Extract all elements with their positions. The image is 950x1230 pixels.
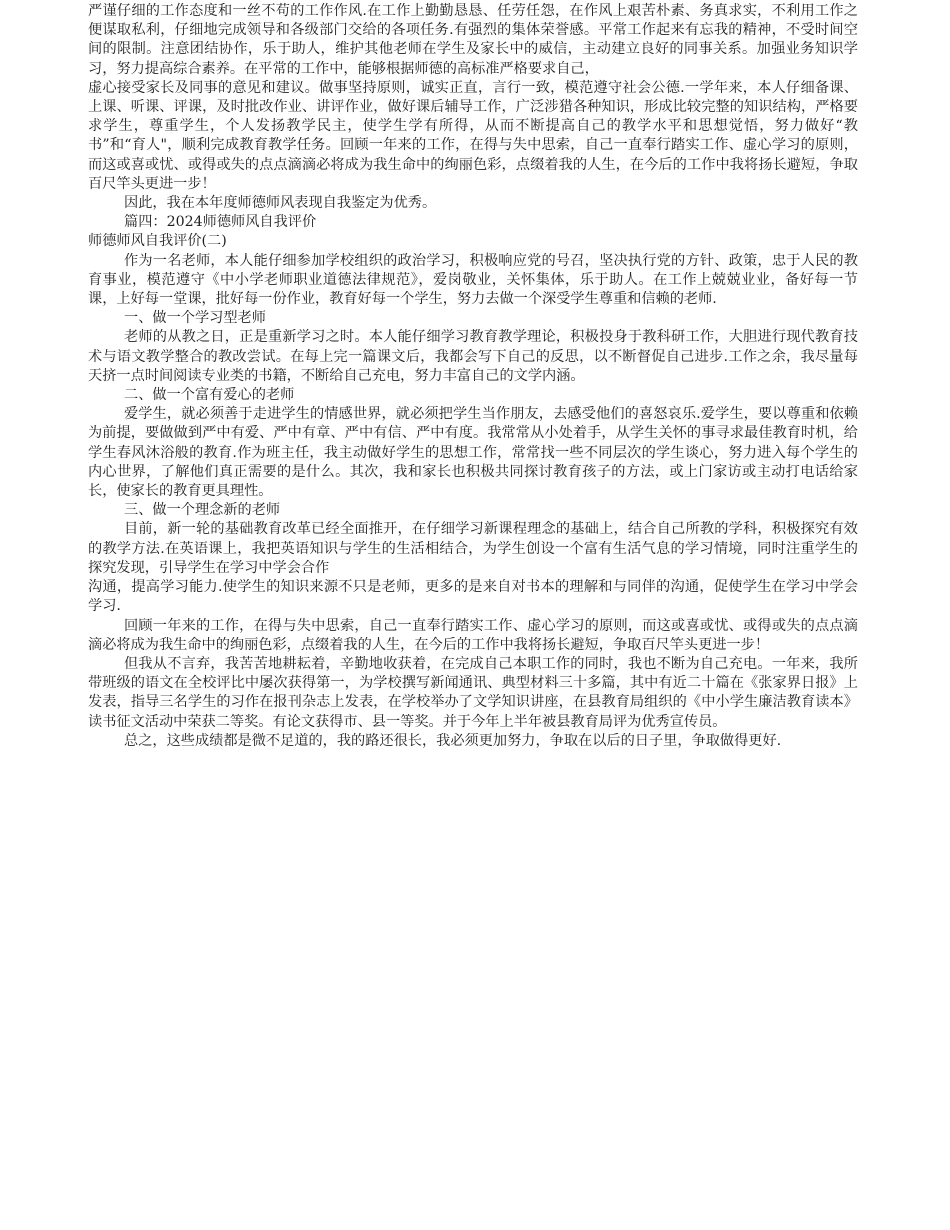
- body-paragraph: 爱学生，就必须善于走进学生的情感世界，就必须把学生当作朋友，去感受他们的喜怒哀乐.爱学生，要以尊重和依赖为前提，要做做到严中有爱、严中有章、严中有信、严中有度。我常常从小处着手，从学生关怀的事寻求最佳教育时机，给学生春风沐浴般的教育.作为班主任，我主动做好学生的思想工作，常常找一些不同层次的学生谈心，努力进入每个学生的内心世界，了解他们真正需要的是什么。其次，我和家长也积极共同探讨教育孩子的方法，或上门家访或主动打电话给家长，使家长的教育更具理性。: [88, 406, 858, 500]
- body-paragraph: 老师的从教之日，正是重新学习之时。本人能仔细学习教育教学理论，积极投身于教科研工作，大胆进行现代教育技术与语文教学整合的教改尝试。在每上完一篇课文后，我都会写下自己的反思，以不断督促自己进步.工作之余，我尽量每天挤一点时间阅读专业类的书籍，不断给自己充电，努力丰富自己的文学内涵。: [88, 329, 858, 384]
- body-paragraph: 严谨仔细的工作态度和一丝不苟的工作作风.在工作上勤勤恳恳、任劳任怨，在作风上艰苦朴素、务真求实，不利用工作之便谋取私利，仔细地完成领导和各级部门交给的各项任务.有强烈的集体荣誉感。平常工作起来有忘我的精神，不受时间空间的限制。注意团结协作，乐于助人，维护其他老师在学生及家长中的威信，主动建立良好的同事关系。加强业务知识学习，努力提高综合素养。在平常的工作中，能够根据师德的高标准严格要求自己，: [88, 3, 858, 77]
- body-paragraph: 作为一名老师，本人能仔细参加学校组织的政治学习，积极响应党的号召，坚决执行党的方针、政策，忠于人民的教育事业，模范遵守《中小学老师职业道德法律规范》，爱岗敬业，关怀集体，乐于助人。在工作上兢兢业业，备好每一节课，上好每一堂课，批好每一份作业，教育好每一个学生，努力去做一个深受学生尊重和信赖的老师.: [88, 252, 858, 308]
- document-page: [88, 0, 858, 751]
- closing-paragraph: 总之，这些成绩都是微不足道的，我的路还很长，我必须更加努力，争取在以后的日子里，争取做得更好.: [124, 732, 782, 749]
- body-paragraph: 目前，新一轮的基础教育改革已经全面推开，在仔细学习新课程理念的基础上，结合自己所教的学科，积极探究有效的教学方法.在英语课上，我把英语知识与学生的生活相结合，为学生创设一个富有生活气息的学习情境，同时注重学生的探究发现，引导学生在学习中学会合作: [88, 521, 858, 576]
- body-paragraph: 沟通，提高学习能力.使学生的知识来源不只是老师，更多的是来自对书本的理解和与同伴的沟通，促使学生在学习中学会学习.: [88, 579, 858, 615]
- body-paragraph: 虚心接受家长及同事的意见和建议。做事坚持原则，诚实正直，言行一致，模范遵守社会公德.一学年来，本人仔细备课、上课、听课、评课，及时批改作业、讲评作业，做好课后辅导工作，广泛涉猎各种知识，形成比较完整的知识结构，严格要求学生，尊重学生，个人发扬教学民主，使学生学有所得，从而不断提高自己的教学水平和思想觉悟，努力做好“教书”和“育人"，顺利完成教育教学任务。回顾一年来的工作，在得与失中思索，自己一直奉行踏实工作、虚心学习的原则，而这或喜或忧、或得或失的点点滴滴必将成为我生命中的绚丽色彩，点缀着我的人生，在今后的工作中我将扬长避短，争取百尺竿头更进一步！: [88, 79, 858, 192]
- document-title: 师德师风自我评价(二): [88, 233, 227, 250]
- evaluation-conclusion: 因此，我在本年度师德师风表现自我鉴定为优秀。: [124, 195, 437, 212]
- section-heading: 篇四：2024师德师风自我评价: [124, 214, 317, 231]
- body-paragraph: 但我从不言弃，我苦苦地耕耘着，辛勤地收获着，在完成自己本职工作的同时，我也不断为自己充电。一年来，我所带班级的语文在全校评比中屡次获得第一，为学校撰写新闻通讯、典型材料三十多篇，其中有近二十篇在《张家界日报》上发表，指导三名学生的习作在报刊杂志上发表，在学校举办了文学知识讲座，在县教育局组织的《中小学生廉洁教育读本》读书征文活动中荣获二等奖。有论文获得市、县一等奖。并于今年上半年被县教育局评为优秀宣传员。: [88, 655, 858, 730]
- subheading: 三、做一个理念新的老师: [124, 502, 281, 519]
- subheading: 一、做一个学习型老师: [124, 310, 266, 327]
- subheading: 二、做一个富有爱心的老师: [124, 387, 295, 404]
- body-paragraph: 回顾一年来的工作，在得与失中思索，自己一直奉行踏实工作、虚心学习的原则，而这或喜或忧、或得或失的点点滴滴必将成为我生命中的绚丽色彩，点缀着我的人生，在今后的工作中我将扬长避短，争取百尺竿头更进一步！: [88, 617, 858, 653]
